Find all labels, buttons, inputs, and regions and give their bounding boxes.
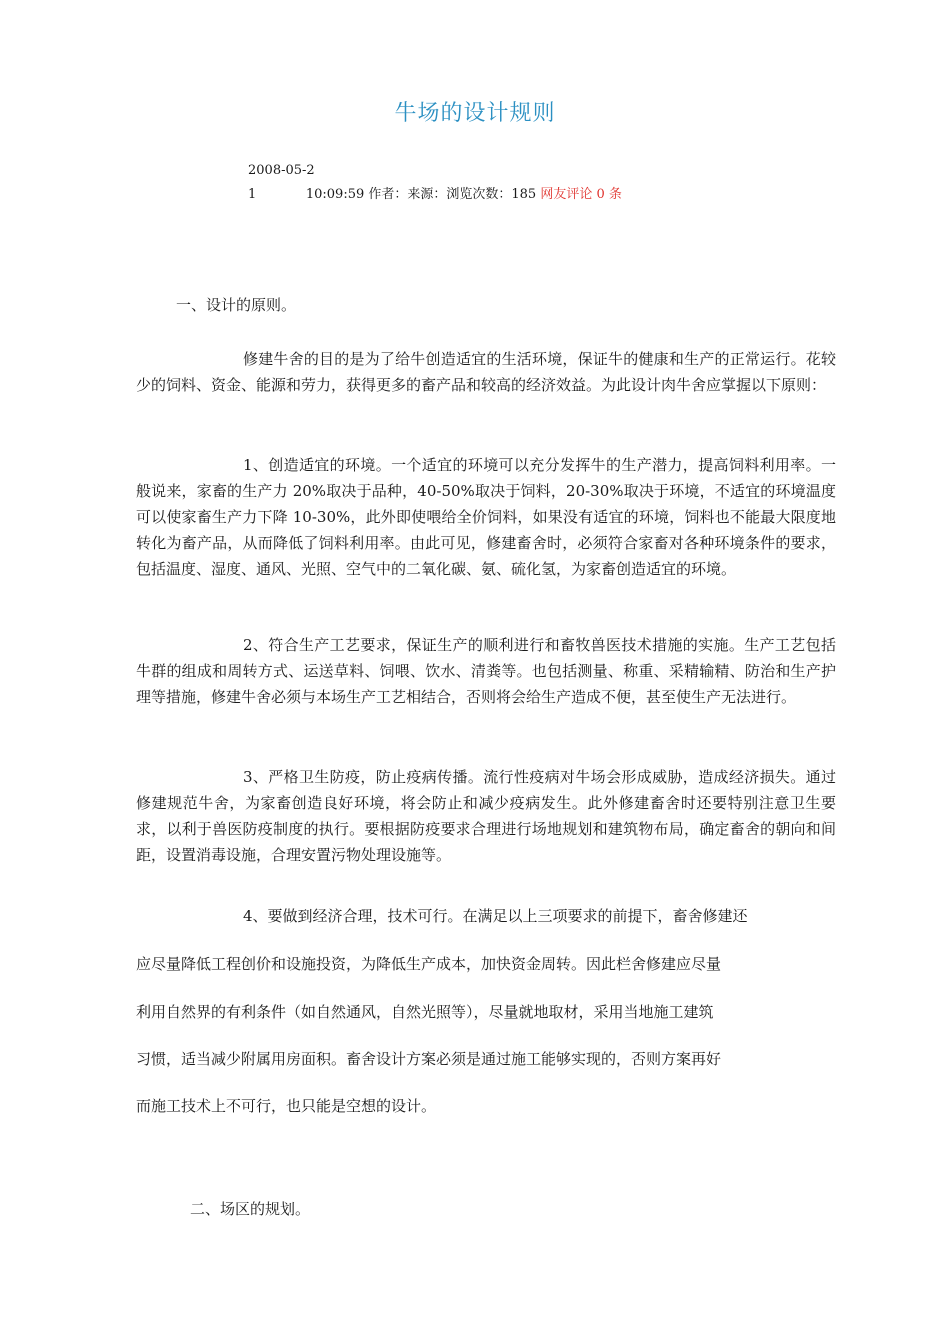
article-meta-info: 1 10:09:59 作者：来源：浏览次数：185 [248,187,541,202]
paragraph-intro: 修建牛舍的目的是为了给牛创造适宜的生活环境，保证牛的健康和生产的正常运行。花较少的饲料、资金、能源和劳力，获得更多的畜产品和较高的经济效益。为此设计肉牛舍应掌握以下原则： [136,350,836,394]
paragraph-principle-4-line: 习惯，适当减少附属用房面积。畜舍设计方案必须是通过施工能够实现的，否则方案再好 [136,1050,722,1068]
paragraph-principle-3: 3、严格卫生防疫，防止疫病传播。流行性疫病对牛场会形成威胁，造成经济损失。通过修建规范牛舍，为家畜创造良好环境，将会防止和减少疫病发生。此外修建畜舍时还要特别注意卫生要求，以利于兽医防疫制度的执行。要根据防疫要求合理进行场地规划和建筑物布局，确定畜舍的朝向和间距，设置消毒设施，合理安置污物处理设施等。 [136,768,836,864]
paragraph-principle-4-line: 应尽量降低工程创价和设施投资，为降低生产成本，加快资金周转。因此栏舍修建应尽量 [136,955,722,973]
section-heading-2: 二、场区的规划。 [190,1200,311,1218]
paragraph-principle-4-line: 4、要做到经济合理，技术可行。在满足以上三项要求的前提下，畜舍修建还 [243,907,748,925]
paragraph-principle-4-line: 利用自然界的有利条件（如自然通风，自然光照等），尽量就地取材，采用当地施工建筑 [136,1003,714,1021]
paragraph-principle-4-line: 而施工技术上不可行，也只能是空想的设计。 [136,1097,437,1115]
paragraph-principle-2: 2、符合生产工艺要求，保证生产的顺利进行和畜牧兽医技术措施的实施。生产工艺包括牛群的组成和周转方式、运送草料、饲喂、饮水、清粪等。也包括测量、称重、采精输精、防治和生产护理等措施，修建牛舍必须与本场生产工艺相结合，否则将会给生产造成不便，甚至使生产无法进行。 [136,636,836,706]
paragraph-principle-1: 1、创造适宜的环境。一个适宜的环境可以充分发挥牛的生产潜力，提高饲料利用率。一般说来，家畜的生产力 20%取决于品种，40-50%取决于饲料，20-30%取决于环境，不适宜的环境温度可以使家畜生产力下降 10-30%，此外即使喂给全价饲料，如果没有适宜的环境，饲料也不能最大限度地转化为畜产品，从而降低了饲料利用率。由此可见，修建畜舍时，必须符合家畜对各种环境条件的要求，包括温度、湿度、通风、光照、空气中的二氧化碳、氨、硫化氢，为家畜创造适宜的环境。 [136,456,836,578]
section-heading-1: 一、设计的原则。 [176,296,297,314]
article-meta [248,183,622,202]
comments-link[interactable]: 网友评论 0 条 [540,187,622,202]
article-title: 牛场的设计规则 [394,101,556,126]
article-date: 2008-05-2 [248,163,315,178]
